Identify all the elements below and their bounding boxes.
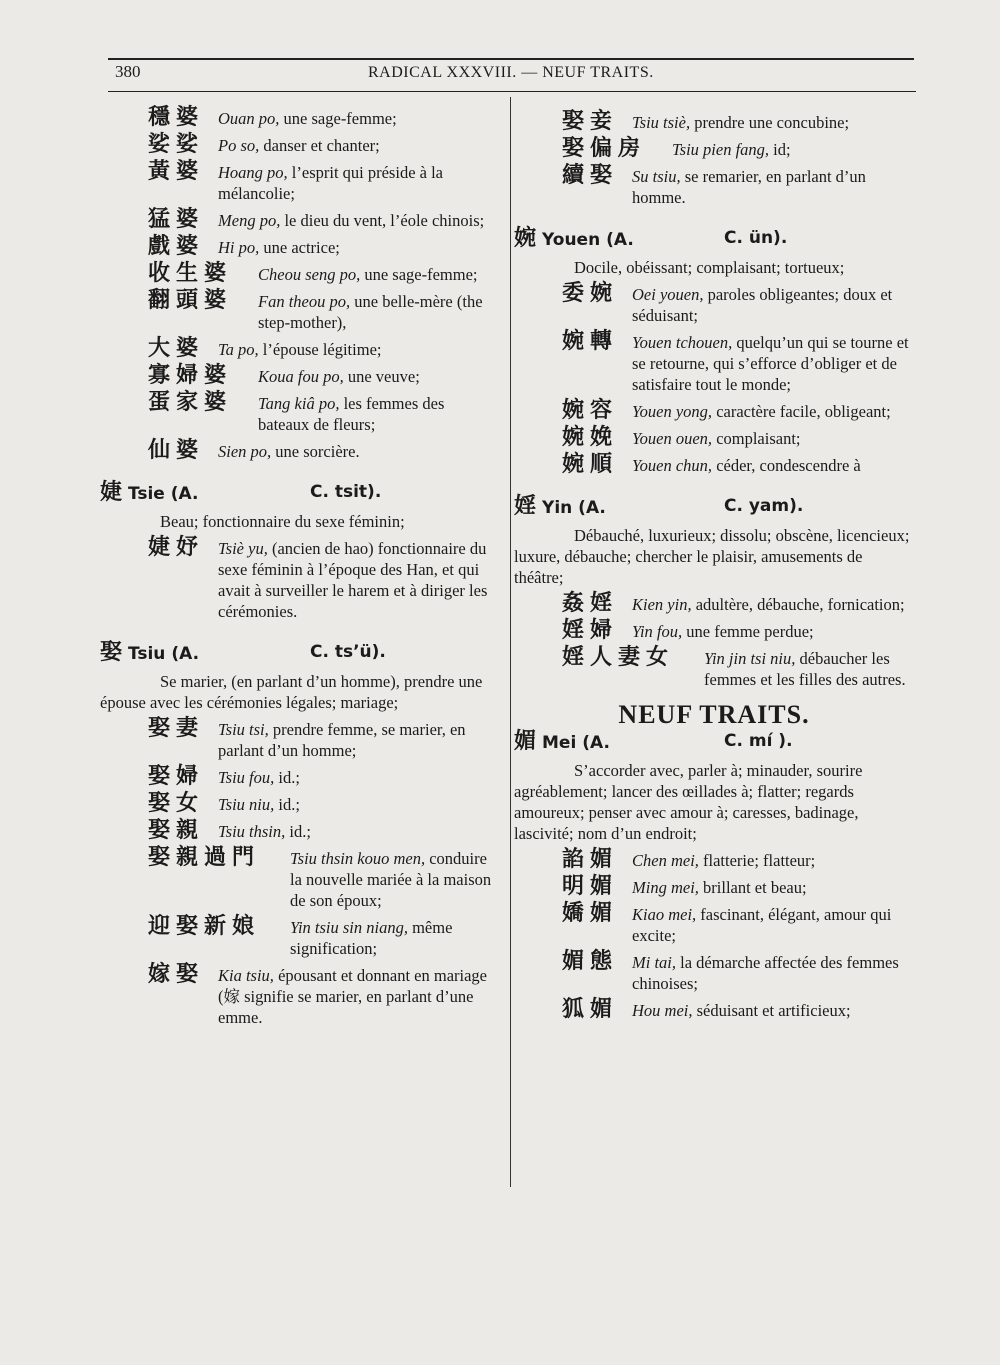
compound-characters: 翻頭婆	[148, 288, 233, 313]
compound-entry	[100, 105, 496, 130]
tsiu-compound-list	[100, 716, 496, 1028]
compound-gloss: caractère facile, obligeant;	[712, 402, 891, 421]
compound-gloss: l’esprit qui préside à la mélancolie;	[218, 163, 443, 203]
compound-entry	[100, 261, 496, 286]
compound-characters: 戲婆	[148, 234, 205, 259]
compound-romanization: Ta po,	[218, 340, 259, 359]
compound-romanization: Po so,	[218, 136, 260, 155]
entry-character: 媚	[514, 729, 537, 754]
compound-romanization: Fan theou po,	[258, 292, 351, 311]
compound-characters: 婕妤	[148, 535, 205, 560]
compound-characters: 迎娶新娘	[148, 914, 261, 939]
compound-gloss: le dieu du vent, l’éole chinois;	[280, 211, 485, 230]
compound-gloss: même signification;	[290, 918, 453, 958]
compound-characters: 婉容	[562, 398, 619, 423]
compound-entry	[514, 874, 914, 899]
compound-romanization: Koua fou po,	[258, 367, 344, 386]
entry-romanization: Yin (A.	[542, 498, 606, 518]
tsie-compound-list	[100, 535, 496, 622]
compound-entry	[100, 159, 496, 204]
section-title: NEUF TRAITS.	[618, 700, 810, 729]
compound-romanization: Tsiu niu,	[218, 795, 275, 814]
compound-gloss: une sorcière.	[271, 442, 360, 461]
entry-romanization: Tsie (A.	[128, 484, 199, 504]
entry-character: 婕	[100, 480, 123, 505]
compound-romanization: Tsiu thsin,	[218, 822, 286, 841]
compound-characters: 明媚	[562, 874, 619, 899]
entry-definition: Se marier, (en parlant d’un homme), prendre une épouse avec les cérémonies légales; mariage;	[100, 672, 483, 712]
column-divider	[510, 97, 511, 1187]
compound-characters: 狐媚	[562, 997, 619, 1022]
compound-entry	[100, 438, 496, 463]
compound-characters: 媚態	[562, 949, 619, 974]
compound-romanization: Yin fou,	[632, 622, 683, 641]
compound-gloss: id.;	[274, 795, 300, 814]
compound-romanization: Cheou seng po,	[258, 265, 361, 284]
compound-entry	[100, 336, 496, 361]
compound-characters: 婉轉	[562, 329, 619, 354]
compound-gloss: danser et chanter;	[259, 136, 380, 155]
compound-entry	[514, 618, 914, 643]
compound-romanization: Chen mei,	[632, 851, 699, 870]
compound-romanization: Youen ouen,	[632, 429, 713, 448]
compound-gloss: id.;	[274, 768, 300, 787]
compound-entry	[514, 136, 914, 161]
compound-romanization: Su tsiu,	[632, 167, 681, 186]
compound-entry	[100, 716, 496, 761]
compound-entry	[100, 914, 496, 959]
entry-definition: S’accorder avec, parler à; minauder, sourire agréablement; lancer des œillades à; flatter; regards amoureux; penser avec amour à; caresses, badinage, lascivité; nom d’un endroit;	[514, 761, 863, 843]
compound-characters: 婉娩	[562, 425, 619, 450]
compound-gloss: adultère, débauche, fornication;	[691, 595, 905, 614]
compound-romanization: Kia tsiu,	[218, 966, 274, 985]
compound-romanization: Kien yin,	[632, 595, 692, 614]
entry-definition: Docile, obéissant; complaisant; tortueux;	[574, 258, 845, 277]
compound-romanization: Tsiè yu,	[218, 539, 268, 558]
entry-head-yin	[514, 496, 914, 519]
entry-head-tsie	[100, 482, 496, 505]
compound-characters: 穩婆	[148, 105, 205, 130]
compound-entry	[100, 207, 496, 232]
compound-romanization: Mi tai,	[632, 953, 676, 972]
entry-definition: Beau; fonctionnaire du sexe féminin;	[160, 512, 405, 531]
compound-entry	[514, 645, 914, 690]
compound-gloss: fascinant, élégant, amour qui excite;	[632, 905, 892, 945]
compound-entry	[100, 845, 496, 911]
page-number: 380	[115, 62, 141, 81]
compound-romanization: Youen yong,	[632, 402, 713, 421]
compound-romanization: Hou mei,	[632, 1001, 693, 1020]
compound-entry	[100, 791, 496, 816]
compound-entry	[100, 818, 496, 843]
compound-entry	[100, 535, 496, 622]
compound-gloss: débaucher les femmes et les filles des autres.	[704, 649, 906, 689]
compound-romanization: Tsiu tsiè,	[632, 113, 691, 132]
compound-entry	[514, 591, 914, 616]
compound-characters: 大婆	[148, 336, 205, 361]
compound-gloss: la démarche affectée des femmes chinoises;	[632, 953, 899, 993]
po-compound-list	[100, 105, 496, 463]
youen-compound-list	[514, 281, 914, 477]
compound-entry	[514, 949, 914, 994]
compound-entry	[514, 997, 914, 1022]
entry-definition: Débauché, luxurieux; dissolu; obscène, licencieux; luxure, débauche; chercher le plaisir, amusements de théâtre;	[514, 526, 910, 587]
compound-gloss: paroles obligeantes; doux et séduisant;	[632, 285, 893, 325]
entry-cantonese: C. mí ).	[724, 731, 793, 751]
header-rule-bottom	[108, 91, 916, 92]
compound-gloss: id.;	[285, 822, 311, 841]
compound-characters: 仙婆	[148, 438, 205, 463]
compound-romanization: Meng po,	[218, 211, 281, 230]
compound-entry	[100, 962, 496, 1028]
compound-romanization: Yin tsiu sin niang,	[290, 918, 408, 937]
compound-entry	[514, 901, 914, 946]
compound-entry	[100, 288, 496, 333]
entry-cantonese: C. yam).	[724, 496, 804, 516]
compound-entry	[514, 281, 914, 326]
entry-head-mei	[514, 731, 914, 754]
compound-characters: 婉順	[562, 452, 619, 477]
entry-romanization: Youen (A.	[542, 230, 634, 250]
mei-compound-list	[514, 847, 914, 1022]
compound-gloss: l’épouse légitime;	[258, 340, 382, 359]
compound-gloss: (ancien de hao) fonctionnaire du sexe féminin à l’époque des Han, et qui avait à surveiller le harem et à diriger les cérémonies.	[218, 539, 488, 621]
compound-romanization: Tsiu tsi,	[218, 720, 269, 739]
compound-characters: 娶女	[148, 791, 205, 816]
entry-character: 婉	[514, 226, 537, 251]
compound-entry	[100, 390, 496, 435]
entry-head-tsiu	[100, 642, 496, 665]
compound-characters: 委婉	[562, 281, 619, 306]
compound-characters: 娶偏房	[562, 136, 647, 161]
compound-entry	[100, 132, 496, 157]
compound-characters: 寡婦婆	[148, 363, 233, 388]
compound-gloss: flatterie; flatteur;	[698, 851, 816, 870]
compound-characters: 嬌媚	[562, 901, 619, 926]
compound-characters: 娶妻	[148, 716, 205, 741]
compound-romanization: Youen tchouen,	[632, 333, 733, 352]
compound-romanization: Hoang po,	[218, 163, 288, 182]
compound-characters: 嫁娶	[148, 962, 205, 987]
compound-entry	[514, 109, 914, 134]
entry-head-youen	[514, 228, 914, 251]
compound-gloss: brillant et beau;	[698, 878, 807, 897]
compound-gloss: épousant et donnant en mariage (嫁 signifie se marier, en parlant d’une emme.	[218, 966, 487, 1027]
compound-characters: 收生婆	[148, 261, 233, 286]
compound-entry	[100, 234, 496, 259]
compound-romanization: Ouan po,	[218, 109, 280, 128]
compound-gloss: conduire la nouvelle mariée à la maison de son époux;	[290, 849, 492, 910]
compound-entry	[100, 363, 496, 388]
entry-cantonese: C. ün).	[724, 228, 788, 248]
compound-gloss: une belle-mère (the step-mother),	[258, 292, 483, 332]
compound-gloss: se remarier, en parlant d’un homme.	[632, 167, 866, 207]
entry-romanization: Tsiu (A.	[128, 644, 200, 664]
compound-gloss: une sage-femme;	[279, 109, 397, 128]
compound-entry	[100, 764, 496, 789]
compound-entry	[514, 329, 914, 395]
compound-characters: 婬人妻女	[562, 645, 675, 670]
compound-romanization: Yin jin tsi niu,	[704, 649, 796, 668]
compound-gloss: complaisant;	[712, 429, 801, 448]
compound-gloss: une femme perdue;	[682, 622, 814, 641]
compound-gloss: une veuve;	[343, 367, 420, 386]
compound-gloss: séduisant et artificieux;	[692, 1001, 851, 1020]
compound-romanization: Tang kiâ po,	[258, 394, 340, 413]
compound-romanization: Hi po,	[218, 238, 260, 257]
compound-entry	[514, 398, 914, 423]
compound-entry	[514, 847, 914, 872]
compound-entry	[514, 425, 914, 450]
compound-characters: 續娶	[562, 163, 619, 188]
entry-character: 婬	[514, 494, 537, 519]
compound-characters: 蛋家婆	[148, 390, 233, 415]
running-head: RADICAL XXXVIII. — NEUF TRAITS.	[368, 64, 654, 81]
entry-romanization: Mei (A.	[542, 733, 610, 753]
compound-characters: 黃婆	[148, 159, 205, 184]
compound-characters: 婬婦	[562, 618, 619, 643]
compound-romanization: Kiao mei,	[632, 905, 697, 924]
compound-romanization: Oei youen,	[632, 285, 704, 304]
left-column	[100, 105, 496, 1034]
compound-gloss: prendre une concubine;	[690, 113, 850, 132]
compound-characters: 娶親過門	[148, 845, 261, 870]
compound-entry	[514, 163, 914, 208]
compound-gloss: les femmes des bateaux de fleurs;	[258, 394, 445, 434]
compound-romanization: Tsiu pien fang,	[672, 140, 770, 159]
compound-entry	[514, 452, 914, 477]
compound-gloss: id;	[769, 140, 791, 159]
compound-gloss: quelqu’un qui se tourne et se retourne, qui s’efforce d’obliger et de satisfaire tout le monde;	[632, 333, 909, 394]
tsiu-continued-list	[514, 109, 914, 208]
entry-cantonese: C. tsit).	[310, 482, 382, 502]
compound-characters: 娶親	[148, 818, 205, 843]
compound-romanization: Ming mei,	[632, 878, 699, 897]
compound-characters: 猛婆	[148, 207, 205, 232]
compound-romanization: Tsiu fou,	[218, 768, 275, 787]
compound-characters: 諂媚	[562, 847, 619, 872]
compound-gloss: une actrice;	[259, 238, 340, 257]
compound-characters: 娶妾	[562, 109, 619, 134]
compound-gloss: céder, condescendre à	[712, 456, 861, 475]
header-rule-top	[108, 58, 914, 60]
right-column	[514, 109, 914, 1027]
compound-gloss: prendre femme, se marier, en parlant d’un homme;	[218, 720, 466, 760]
entry-cantonese: C. ts’ü).	[310, 642, 386, 662]
compound-romanization: Youen chun,	[632, 456, 713, 475]
compound-romanization: Sien po,	[218, 442, 272, 461]
yin-compound-list	[514, 591, 914, 690]
compound-characters: 姦婬	[562, 591, 619, 616]
entry-character: 娶	[100, 640, 123, 665]
compound-romanization: Tsiu thsin kouo men,	[290, 849, 426, 868]
compound-gloss: une sage-femme;	[360, 265, 478, 284]
compound-characters: 娑娑	[148, 132, 205, 157]
compound-characters: 娶婦	[148, 764, 205, 789]
